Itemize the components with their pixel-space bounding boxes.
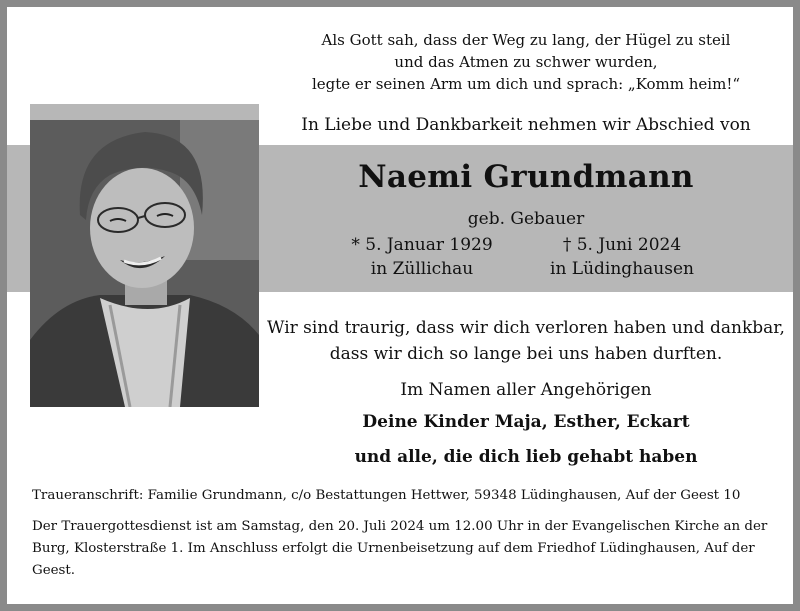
service-info: Der Trauergottesdienst ist am Samstag, den 20. Juli 2024 um 12.00 Uhr in der Evangelischen Kirche an der Burg, Klosterstraße 1. Im Anschluss erfolgt die Urnenbeisetzung auf dem Friedhof Lüdinghausen, Auf der Geest.: [32, 519, 768, 578]
death-place: in Lüdinghausen: [550, 259, 694, 279]
birth-name: geb. Gebauer: [467, 209, 585, 229]
birth-place: in Züllichau: [370, 259, 474, 279]
opening-quote: [259, 29, 793, 95]
birth-date: * 5. Januar 1929: [351, 235, 493, 255]
quote-line: legte er seinen Arm um dich und sprach: „Komm heim!“: [311, 75, 741, 93]
death-info: [537, 233, 707, 281]
death-date: † 5. Juni 2024: [562, 235, 682, 255]
message-line: dass wir dich so lange bei uns haben durften.: [329, 344, 723, 364]
children-names: Deine Kinder Maja, Esther, Eckart: [362, 412, 690, 432]
mourning-address: Traueranschrift: Familie Grundmann, c/o Bestattungen Hettwer, 59348 Lüdinghausen, Auf der Geest 10: [32, 488, 741, 503]
intro-text: In Liebe und Dankbarkeit nehmen wir Abschied von: [301, 115, 751, 135]
portrait-photo: [30, 120, 259, 407]
mourning-message: [259, 315, 793, 367]
on-behalf-text: Im Namen aller Angehörigen: [400, 380, 652, 400]
message-line: Wir sind traurig, dass wir dich verloren haben und dankbar,: [267, 318, 785, 338]
quote-line: Als Gott sah, dass der Weg zu lang, der Hügel zu steil: [321, 31, 731, 49]
birth-info: [337, 233, 507, 281]
others-text: und alle, die dich lieb gehabt haben: [354, 447, 698, 467]
deceased-name: Naemi Grundmann: [358, 159, 694, 195]
quote-line: und das Atmen zu schwer wurden,: [394, 53, 658, 71]
